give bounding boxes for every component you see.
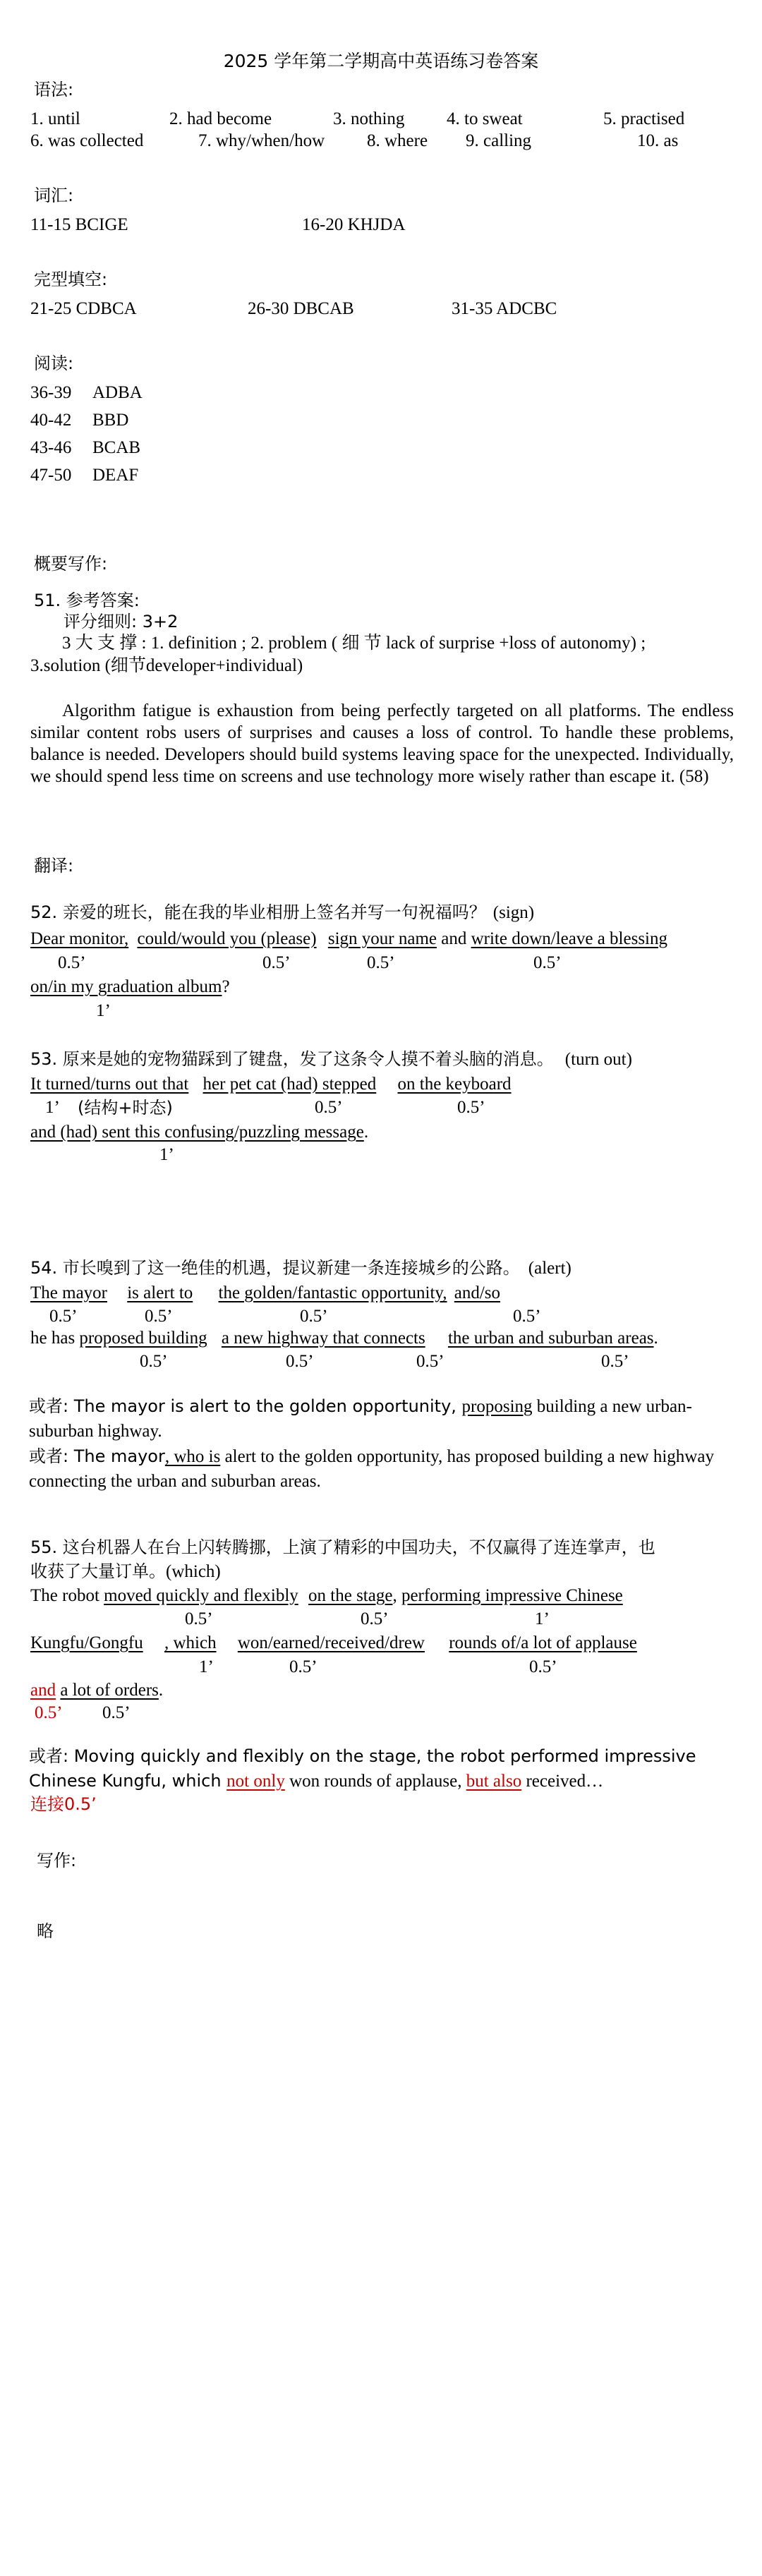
score-label: 0.5’: [102, 1703, 131, 1722]
q55-keyword: (which): [166, 1562, 221, 1581]
answer-chunk: her pet cat (had) stepped: [202, 1075, 377, 1094]
cloze-heading: 完型填空:: [34, 270, 108, 289]
grammar-answer: 5. practised: [603, 109, 685, 128]
score-label: 0.5’: [289, 1657, 318, 1676]
answer-chunk: performing impressive Chinese: [401, 1586, 623, 1605]
grammar-heading: 语法:: [34, 80, 74, 99]
answer-chunk: on the keyboard: [397, 1075, 512, 1094]
answer-text: ,: [392, 1586, 401, 1605]
answer-chunk: , which: [164, 1633, 217, 1652]
alt-text: 或者: The mayor: [29, 1446, 165, 1466]
score-label: 0.5’: [533, 953, 562, 972]
q54-alternative-1: [29, 1394, 727, 1444]
support-line: 3.solution (细节developer+individual): [30, 656, 303, 675]
grammar-answer: 10. as: [637, 131, 679, 150]
grammar-answer: 4. to sweat: [447, 109, 523, 128]
score-label: 1’: [535, 1609, 550, 1628]
score-label: 0.5’: [145, 1307, 173, 1326]
q55-prompt-line2: [30, 1561, 221, 1583]
answer-chunk: the urban and suburban areas: [447, 1329, 654, 1348]
reading-range: 36-39: [30, 383, 72, 402]
reading-heading: 阅读:: [34, 353, 74, 373]
answer-text: .: [363, 1123, 369, 1142]
rubric: 评分细则: 3+2: [64, 612, 179, 631]
alt-highlight: proposing: [461, 1397, 533, 1416]
answer-chunk: that connects: [328, 1329, 425, 1348]
q55-answer-line: [30, 1585, 623, 1607]
summary-paragraph: Algorithm fatigue is exhaustion from being perfectly targeted on all platforms. The endless similar content robs users of surprises and causes a loss of control. To handle these problems, balance is needed. Developers should build systems leaving space for the unexpected. Individually, we should spend less time on screens and use technology more wisely rather than escape it. (58): [30, 701, 734, 786]
q54-keyword: (alert): [528, 1259, 572, 1278]
q55-prompt-line1: 55. 这台机器人在台上闪转腾挪，上演了精彩的中国功夫，不仅赢得了连连掌声，也: [30, 1537, 655, 1557]
answer-chunk: sign your name: [327, 929, 437, 948]
answer-chunk: on/in my graduation album: [30, 977, 222, 996]
alt-text: 或者: The mayor is alert to the golden opportunity,: [29, 1396, 462, 1416]
answer-chunk: Kungfu/Gongfu: [30, 1633, 143, 1652]
q53-chinese: 53. 原来是她的宠物猫踩到了键盘，发了这条令人摸不着头脑的消息。: [30, 1049, 554, 1069]
q51-label: 51. 参考答案:: [34, 591, 140, 610]
reading-answer: BBD: [92, 411, 129, 430]
answer-chunk: write down/leave a blessing: [471, 929, 667, 948]
cloze-answer: 26-30 DBCAB: [248, 299, 354, 318]
page-title: 2025 学年第二学期高中英语练习卷答案: [223, 51, 539, 71]
answer-chunk: a lot of orders: [60, 1681, 159, 1700]
grammar-answer: 9. calling: [466, 131, 532, 150]
score-label: 0.5’: [416, 1352, 445, 1371]
reading-range: 47-50: [30, 466, 72, 485]
score-label: 0.5’: [529, 1657, 557, 1676]
score-label: 0.5’: [513, 1307, 541, 1326]
q54-alternative-2: [29, 1444, 727, 1494]
q55-alternative: [29, 1744, 727, 1794]
score-label: 1’: [199, 1657, 214, 1676]
cloze-answer: 31-35 ADCBC: [452, 299, 557, 318]
q53-answer-line2: [30, 1122, 368, 1143]
answer-chunk: is alert to: [127, 1283, 193, 1302]
grammar-answer: 8. where: [367, 131, 428, 150]
reading-answer: BCAB: [92, 438, 141, 457]
score-label-red: 0.5’: [35, 1703, 63, 1722]
score-label: 0.5’: [140, 1352, 168, 1371]
answer-chunk: on the stage: [308, 1586, 393, 1605]
writing-heading: 写作:: [37, 1851, 77, 1870]
reading-answer: DEAF: [92, 466, 139, 485]
alt-text: received…: [521, 1772, 604, 1791]
score-label: 0.5’: [286, 1352, 314, 1371]
q54-answer-line: [30, 1283, 500, 1304]
q52-answer-line2: [30, 976, 230, 998]
connection-score: 连接0.5’: [30, 1794, 97, 1814]
answer-chunk: moved quickly and flexibly: [104, 1586, 298, 1605]
score-label: 0.5’: [367, 953, 395, 972]
score-label: 0.5’: [49, 1307, 78, 1326]
grammar-answer: 6. was collected: [30, 131, 144, 150]
answer-chunk: the golden/fantastic opportunity,: [218, 1283, 447, 1302]
answer-chunk: and (had) sent this confusing/puzzling message: [30, 1123, 364, 1142]
alt-text: building a new urban-suburban highway.: [29, 1397, 692, 1441]
writing-content: 略: [37, 1921, 54, 1941]
score-note: (结构+时态): [78, 1098, 173, 1118]
q52-keyword: (sign): [492, 903, 535, 922]
alt-text: alert to the golden opportunity, has proposed building a new highway connecting the urban and suburban areas.: [29, 1447, 714, 1491]
q52-chinese: 52. 亲爱的班长，能在我的毕业相册上签名并写一句祝福吗？: [30, 902, 486, 922]
score-label: 1’: [45, 1098, 60, 1117]
cloze-answer: 21-25 CDBCA: [30, 299, 137, 318]
q55-answer-line3: [30, 1680, 163, 1701]
q54-prompt: [30, 1257, 572, 1279]
answer-chunk-red: and: [30, 1681, 56, 1700]
reading-range: 43-46: [30, 438, 72, 457]
score-label: 1’: [96, 1001, 111, 1020]
score-label: 0.5’: [58, 953, 86, 972]
q53-answer-line: [30, 1074, 512, 1095]
grammar-answer: 3. nothing: [333, 109, 405, 128]
answer-text: he has: [30, 1329, 80, 1348]
grammar-answer: 2. had become: [169, 109, 272, 128]
alt-text: won rounds of applause,: [284, 1772, 466, 1791]
q52-answer-line: [30, 929, 667, 950]
answer-text: The robot: [30, 1586, 104, 1605]
grammar-answer: 7. why/when/how: [198, 131, 325, 150]
answer-chunk: a new highway: [221, 1329, 329, 1348]
q54-answer-line2: [30, 1328, 658, 1349]
answer-chunk: proposed building: [79, 1329, 207, 1348]
summary-heading: 概要写作:: [34, 554, 108, 574]
score-label: 0.5’: [361, 1609, 389, 1628]
alt-highlight-red: but also: [466, 1772, 522, 1791]
score-label: 0.5’: [300, 1307, 328, 1326]
answer-text: .: [158, 1681, 164, 1700]
answer-text: .: [653, 1329, 658, 1348]
translation-heading: 翻译:: [34, 856, 74, 876]
support-line: 3 大 支 撑 : 1. definition ; 2. problem ( 细 节 lack of surprise +loss of autonomy) ;: [62, 634, 646, 653]
answer-chunk: could/would you (please): [137, 929, 317, 948]
alt-text: 或者: Moving quickly and flexibly on the stage, the robot performed impressive Chinese Kungfu, which: [29, 1746, 696, 1791]
q55-answer-line2: [30, 1633, 637, 1654]
q52-prompt: [30, 902, 534, 924]
score-label: 0.5’: [457, 1098, 485, 1117]
score-label: 1’: [159, 1145, 174, 1164]
grammar-answer: 1. until: [30, 109, 80, 128]
vocab-answer: 16-20 KHJDA: [302, 215, 406, 234]
reading-range: 40-42: [30, 411, 72, 430]
reading-answer: ADBA: [92, 383, 143, 402]
answer-text: ?: [222, 977, 230, 996]
answer-chunk: won/earned/received/drew: [237, 1633, 425, 1652]
answer-chunk: It turned/turns out that: [30, 1075, 189, 1094]
score-label: 0.5’: [185, 1609, 213, 1628]
answer-chunk: and/so: [454, 1283, 501, 1302]
vocab-heading: 词汇:: [34, 186, 74, 205]
answer-chunk: rounds of/a lot of applause: [449, 1633, 637, 1652]
q53-keyword: (turn out): [564, 1050, 632, 1069]
alt-highlight: , who is: [164, 1447, 221, 1466]
score-label: 0.5’: [262, 953, 291, 972]
alt-highlight-red: not only: [226, 1772, 285, 1791]
q55-chinese: 收获了大量订单。: [30, 1561, 166, 1581]
score-label: 0.5’: [601, 1352, 629, 1371]
answer-chunk: Dear monitor,: [30, 929, 129, 948]
q54-chinese: 54. 市长嗅到了这一绝佳的机遇，提议新建一条连接城乡的公路。: [30, 1258, 520, 1278]
q53-prompt: [30, 1048, 632, 1070]
answer-text: and: [436, 929, 471, 948]
answer-chunk: The mayor: [30, 1283, 107, 1302]
score-label: 0.5’: [315, 1098, 343, 1117]
vocab-answer: 11-15 BCIGE: [30, 215, 128, 234]
